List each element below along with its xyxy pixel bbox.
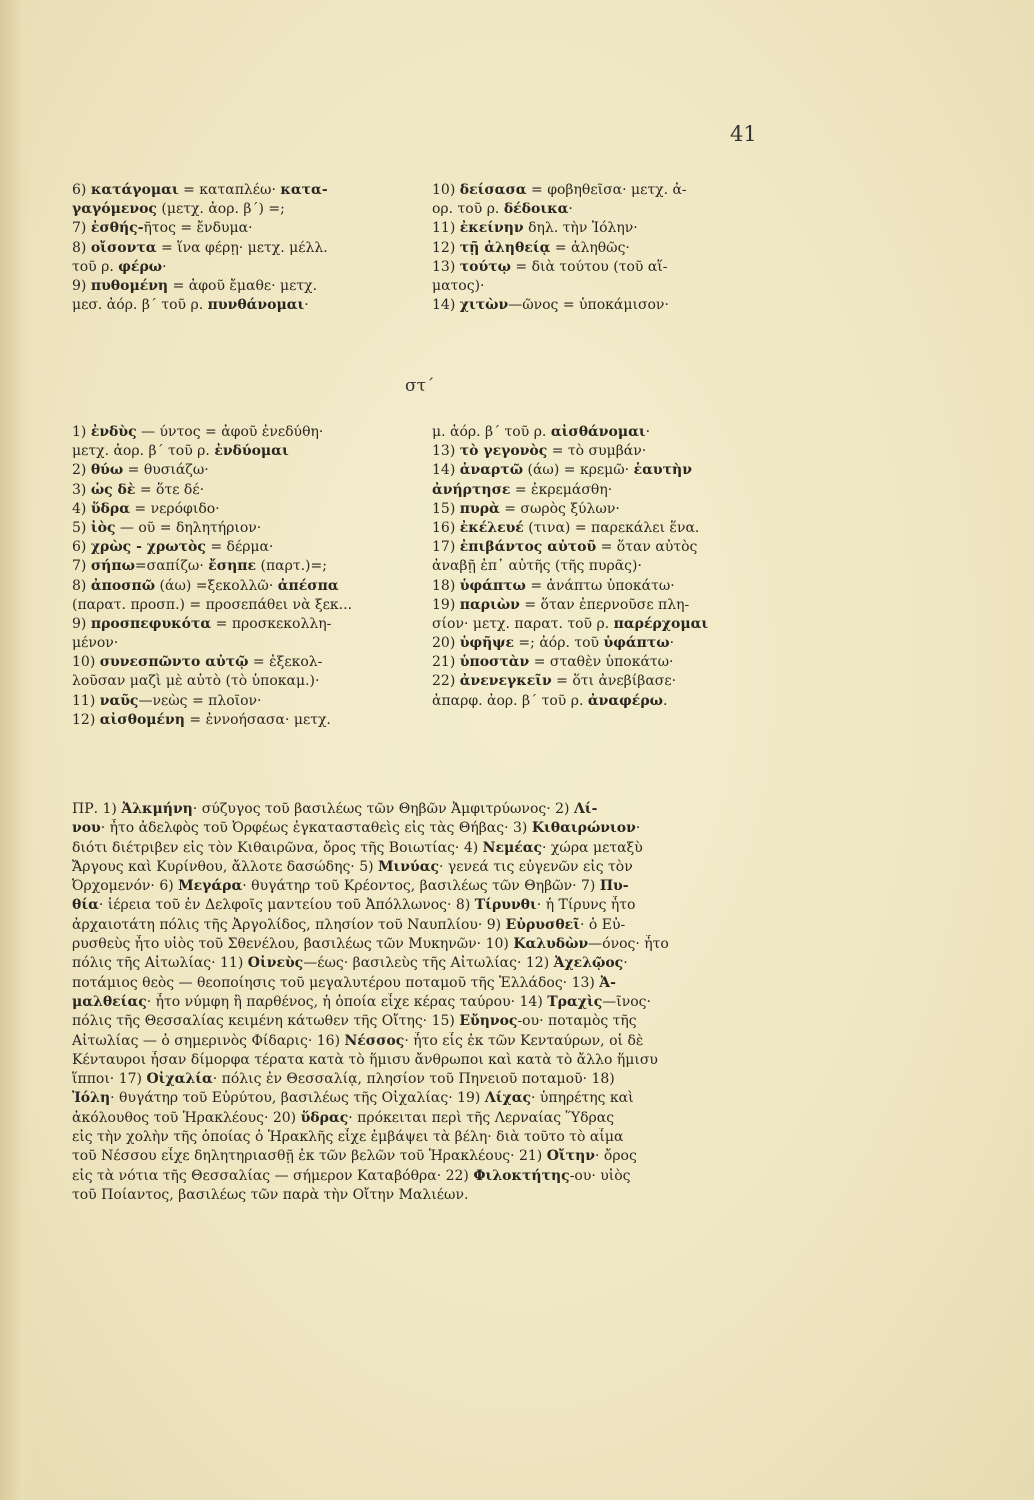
mid-right-line: ἀπαρφ. ἀορ. β΄ τοῦ ρ. ἀναφέρω. — [432, 692, 668, 709]
mid-left-line: 1) ἐνδὺς — ύντος = ἀφοῦ ἐνεδύθη· — [72, 424, 324, 440]
mid-left-line: 3) ὡς δὲ = ὅτε δέ· — [72, 481, 205, 498]
mid-right-line: 13) τὸ γεγονὸς = τὸ συμβάν· — [432, 443, 647, 460]
mid-right-line: 18) ὑφάπτω = ἀνάπτω ὑποκάτω· — [432, 577, 675, 594]
notes-line: ἀκόλουθος τοῦ Ἡρακλέους· 20) ὕδρας· πρόκειται περὶ τῆς Λερναίας Ὕδρας — [72, 1109, 615, 1126]
notes-line: νου· ἦτο ἀδελφὸς τοῦ Ὀρφέως ἐγκατασταθεὶς εἰς τὰς Θήβας· 3) Κιθαιρώνιον· — [72, 820, 641, 837]
glossary-mid-left — [72, 423, 422, 730]
notes-line: ἀρχαιοτάτη πόλις τῆς Ἀργολίδος, πλησίον τοῦ Ναυπλίου· 9) Εὐρυσθεῖ· ὁ Εὐ- — [72, 916, 626, 933]
top-right-line: ορ. τοῦ ρ. δέδοικα· — [432, 201, 573, 218]
mid-right-line: 16) ἐκέλευέ (τινα) = παρεκάλει ἕνα. — [432, 519, 700, 536]
mid-right-line: ἀναβῇ ἐπ᾿ αὐτῆς (τῆς πυρᾶς)· — [432, 558, 642, 575]
explanatory-notes — [72, 800, 792, 1205]
notes-line: πόλις τῆς Αἰτωλίας· 11) Οἰνεὺς—έως· βασιλεὺς τῆς Αἰτωλίας· 12) Ἀχελῷος· — [72, 955, 628, 972]
mid-left-line: λοῦσαν μαζὶ μὲ αὐτὸ (τὸ ὑποκαμ.)· — [72, 673, 320, 690]
notes-line: εἰς τὴν χολὴν τῆς ὁποίας ὁ Ἡρακλῆς εἶχε ἐμβάψει τὰ βέλη· διὰ τοῦτο τὸ αἷμα — [72, 1129, 624, 1146]
mid-left-line: 9) προσπεφυκότα = προσκεκολλη- — [72, 615, 332, 632]
notes-line: τοῦ Νέσσου εἶχε δηλητηριασθῇ ἐκ τῶν βελῶν τοῦ Ἡρακλέους· 21) Οἴτην· ὄρος — [72, 1148, 637, 1165]
top-left-line: μεσ. ἀόρ. β΄ τοῦ ρ. πυνθάνομαι· — [72, 297, 309, 314]
mid-right-line: 20) ὑφῆψε =; ἀόρ. τοῦ ὑφάπτω· — [432, 635, 675, 652]
mid-right-line: 19) παριὼν = ὅταν ἐπερνοῦσε πλη- — [432, 596, 690, 613]
top-right-line: ματος)· — [432, 277, 485, 294]
mid-left-line: 8) ἀποσπῶ (άω) =ξεκολλῶ· ἀπέσπα — [72, 577, 339, 594]
mid-left-line: 12) αἰσθομένη = ἐννοήσασα· μετχ. — [72, 711, 331, 728]
top-left-line: 8) οἴσοντα = ἵνα φέρῃ· μετχ. μέλλ. — [72, 239, 328, 256]
mid-left-line: (παρατ. προσπ.) = προσεπάθει νὰ ξεκ... — [72, 596, 353, 613]
mid-left-line: 4) ὕδρα = νερόφιδο· — [72, 500, 220, 517]
mid-right-line: 15) πυρὰ = σωρὸς ξύλων· — [432, 500, 620, 517]
mid-left-line: 7) σήπω=σαπίζω· ἔσηπε (παρτ.)=; — [72, 558, 327, 575]
mid-left-line: 2) θύω = θυσιάζω· — [72, 462, 209, 479]
top-right-line: 11) ἐκείνην δηλ. τὴν Ἰόλην· — [432, 220, 638, 237]
mid-left-line: 5) ἰὸς — οῦ = δηλητήριον· — [72, 519, 262, 536]
notes-line: μαλθείας· ἦτο νύμφη ἢ παρθένος, ἡ ὁποία εἶχε κέρας ταύρου· 14) Τραχὶς—ῖνος· — [72, 993, 651, 1010]
mid-right-line: σίον· μετχ. παρατ. τοῦ ρ. παρέρχομαι — [432, 615, 709, 632]
mid-left-line: 10) συνεσπῶντο αὐτῷ = ἐξεκολ- — [72, 654, 323, 671]
notes-line: διότι διέτριβεν εἰς τὸν Κιθαιρῶνα, ὄρος τῆς Βοιωτίας· 4) Νεμέας· χώρα μεταξὺ — [72, 839, 643, 856]
top-right-line: 12) τῇ ἀληθείᾳ = ἀληθῶς· — [432, 239, 630, 256]
notes-line: ἵπποι· 17) Οἰχαλία· πόλις ἐν Θεσσαλίᾳ, πλησίον τοῦ Πηνειοῦ ποταμοῦ· 18) — [72, 1071, 615, 1088]
notes-line: Ἰόλη· θυγάτηρ τοῦ Εὐρύτου, βασιλέως τῆς Οἰχαλίας· 19) Λίχας· ὑπηρέτης καὶ — [72, 1090, 634, 1107]
notes-line: Ὀρχομενόν· 6) Μεγάρα· θυγάτηρ τοῦ Κρέοντος, βασιλέως τῶν Θηβῶν· 7) Πυ- — [72, 878, 629, 895]
mid-left-line: μένον· — [72, 635, 119, 652]
notes-line: ρυσθεὺς ἦτο υἱὸς τοῦ Σθενέλου, βασιλέως τῶν Μυκηνῶν· 10) Καλυδὼν—όνος· ἦτο — [72, 936, 669, 953]
mid-left-line: 11) ναῦς—νεὼς = πλοῖον· — [72, 692, 262, 709]
notes-line: Κένταυροι ἦσαν δίμορφα τέρατα κατὰ τὸ ἥμισυ ἄνθρωποι καὶ κατὰ τὸ ἄλλο ἥμισυ — [72, 1051, 658, 1068]
mid-left-line: 6) χρὼς - χρωτὸς = δέρμα· — [72, 539, 274, 556]
glossary-top-right — [432, 181, 782, 315]
glossary-mid-right — [432, 423, 784, 711]
notes-line: ΠΡ. 1) Ἀλκμήνη· σύζυγος τοῦ βασιλέως τῶν Θηβῶν Ἀμφιτρύωνος· 2) Λί- — [72, 801, 598, 817]
mid-right-line: 21) ὑποστὰν = σταθὲν ὑποκάτω· — [432, 654, 674, 671]
top-left-line: τοῦ ρ. φέρω· — [72, 258, 167, 275]
mid-right-line: ἀνήρτησε = ἐκρεμάσθη· — [432, 481, 613, 498]
page-edge — [0, 0, 32, 1500]
notes-line: πόλις τῆς Θεσσαλίας κειμένη κάτωθεν τῆς Οἴτης· 15) Εὔηνος-ου· ποταμὸς τῆς — [72, 1013, 637, 1030]
section-mark: στ΄ — [405, 376, 435, 396]
top-right-line: 10) δείσασα = φοβηθεῖσα· μετχ. ἀ- — [432, 182, 687, 198]
top-right-line: 13) τούτῳ = διὰ τούτου (τοῦ αἵ- — [432, 258, 668, 275]
notes-line: Ἄργους καὶ Κυρίνθου, ἄλλοτε δασώδης· 5) Μινύας· γενεά τις εὐγενῶν εἰς τὸν — [72, 858, 633, 875]
notes-line: Αἰτωλίας — ὁ σημερινὸς Φίδαρις· 16) Νέσσος· ἦτο εἷς ἐκ τῶν Κενταύρων, οἱ δὲ — [72, 1032, 644, 1049]
mid-right-line: 17) ἐπιβάντος αὐτοῦ = ὅταν αὐτὸς — [432, 539, 698, 556]
top-left-line: 7) ἐσθής-ῆτος = ἔνδυμα· — [72, 220, 253, 237]
notes-line: εἰς τὰ νότια τῆς Θεσσαλίας — σήμερον Καταβόθρα· 22) Φιλοκτήτης-ου· υἱὸς — [72, 1167, 631, 1184]
page-number: 41 — [730, 122, 757, 146]
mid-right-line: 14) ἀναρτῶ (άω) = κρεμῶ· ἑαυτὴν — [432, 462, 692, 479]
top-left-line: 9) πυθομένη = ἀφοῦ ἔμαθε· μετχ. — [72, 277, 318, 294]
notes-line: θία· ἱέρεια τοῦ ἐν Δελφοῖς μαντείου τοῦ Ἀπόλλωνος· 8) Τίρυνθι· ἡ Τίρυνς ἦτο — [72, 897, 636, 914]
mid-right-line: μ. ἀόρ. β΄ τοῦ ρ. αἰσθάνομαι· — [432, 424, 651, 440]
glossary-top-left — [72, 181, 422, 315]
top-left-line: 6) κατάγομαι = καταπλέω· κατα- — [72, 182, 328, 198]
notes-line: ποτάμιος θεὸς — θεοποίησις τοῦ μεγαλυτέρου ποταμοῦ τῆς Ἑλλάδος· 13) Ἀ- — [72, 974, 616, 991]
mid-left-line: μετχ. ἀορ. β΄ τοῦ ρ. ἐνδύομαι — [72, 443, 289, 460]
top-right-line: 14) χιτὼν—ῶνος = ὑποκάμισον· — [432, 297, 669, 314]
notes-line: τοῦ Ποίαντος, βασιλέως τῶν παρὰ τὴν Οἴτην Μαλιέων. — [72, 1186, 469, 1203]
top-left-line: γαγόμενος (μετχ. ἀορ. β΄) =; — [72, 201, 285, 218]
mid-right-line: 22) ἀνενεγκεῖν = ὅτι ἀνεβίβασε· — [432, 673, 677, 690]
